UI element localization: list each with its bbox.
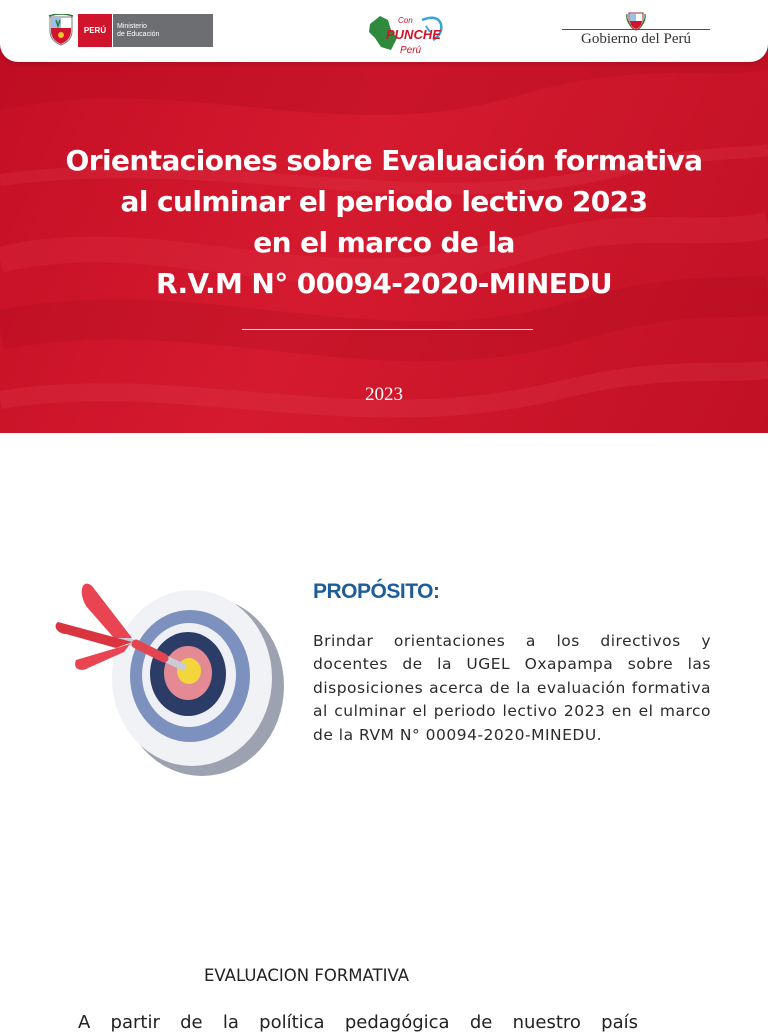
logo-divider — [562, 29, 710, 30]
purpose-heading: PROPÓSITO: — [313, 580, 440, 603]
ministry-label — [113, 14, 213, 47]
con-punche-peru-logo — [364, 10, 446, 58]
minedu-logo — [48, 14, 213, 47]
purpose-text: Brindar orientaciones a los directivos y docentes de la UGEL Oxapampa sobre las disposiciones acerca de la evaluación formativa al culminar el periodo lectivo 2023 en el marco de la RVM N° 00094-2020-MINEDU. — [313, 632, 711, 744]
peru-label: PERÚ — [78, 14, 112, 47]
title-line-2: al culminar el periodo lectivo 2023 — [120, 185, 648, 218]
title-line-4: R.V.M N° 00094-2020-MINEDU — [155, 267, 612, 300]
peru-coat-of-arms-icon — [48, 14, 74, 47]
title-banner — [0, 0, 768, 433]
gobierno-del-peru-logo — [562, 10, 710, 52]
title-divider — [242, 329, 533, 330]
campaign-line-3: Perú — [400, 45, 422, 56]
gobierno-label: Gobierno del Perú — [581, 31, 691, 47]
ministry-line-2: de Educación — [117, 30, 160, 38]
campaign-line-2: PUNCHE — [386, 27, 441, 42]
document-year: 2023 — [365, 384, 403, 405]
ministry-line-1: Ministerio — [117, 22, 147, 30]
section-heading: EVALUACION FORMATIVA — [204, 966, 410, 985]
page-header — [0, 0, 768, 62]
section-body-text: A partir de la política pedagógica de nuestro país — [78, 1012, 638, 1033]
title-line-1: Orientaciones sobre Evaluación formativa — [65, 144, 703, 177]
campaign-line-1: Con — [398, 16, 413, 25]
title-line-3: en el marco de la — [253, 226, 515, 259]
target-dart-icon — [52, 578, 292, 778]
document-title — [20, 140, 748, 304]
